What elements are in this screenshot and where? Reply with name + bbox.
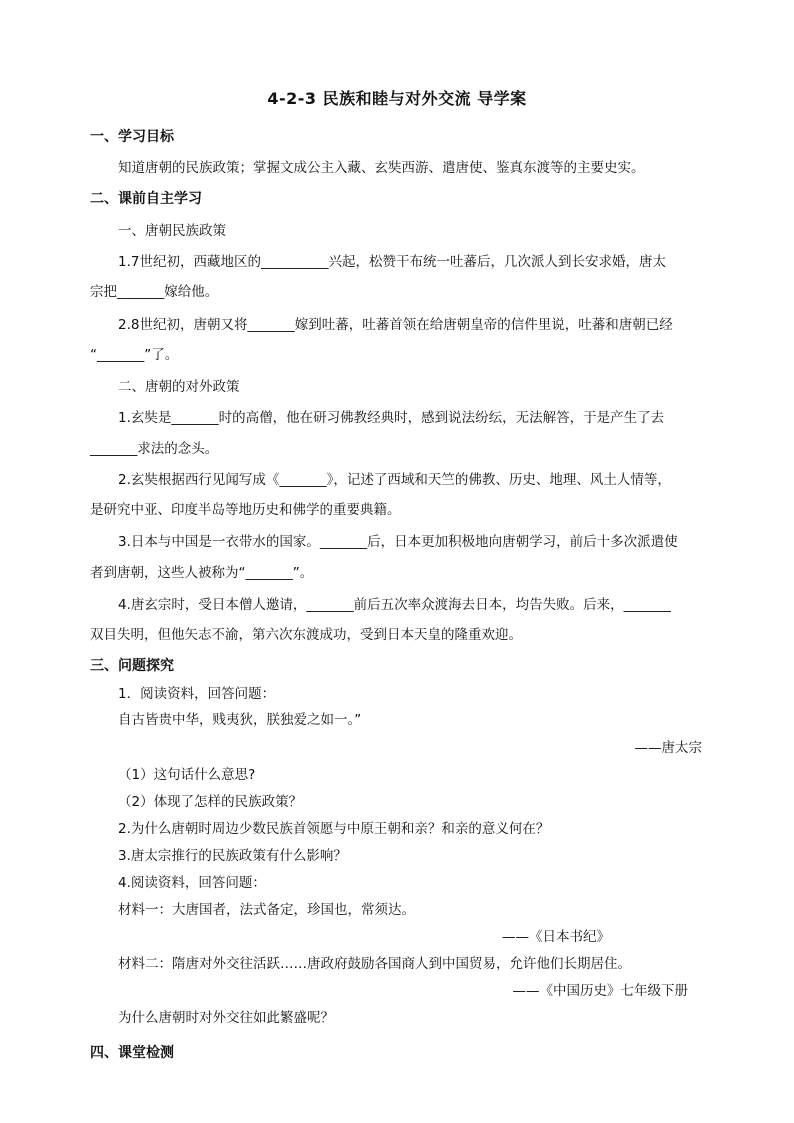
question-5-line-1: 3.日本与中国是一衣带水的国家。_______后，日本更加积极地向唐朝学习，前后十多次派遣使 — [118, 534, 678, 550]
section-2-heading: 二、课前自主学习 — [90, 191, 202, 207]
material-2: 材料二：隋唐对外交往活跃……唐政府鼓励各国商人到中国贸易，允许他们长期居住。 — [118, 956, 631, 972]
material-1: 材料一：大唐国者，法式备定，珍国也，常须达。 — [118, 902, 415, 918]
question-5-line-2: 者到唐朝，这些人被称为“_______”。 — [90, 565, 314, 581]
inquiry-2: 2.为什么唐朝时周边少数民族首领愿与中原王朝和亲？和亲的意义何在？ — [118, 821, 550, 837]
question-3-line-2: _______求法的念头。 — [90, 441, 219, 457]
inquiry-4-question: 为什么唐朝时对外交往如此繁盛呢？ — [118, 1010, 334, 1026]
question-1-line-1: 1.7世纪初，西藏地区的__________兴起，松赞干布统一吐蕃后，几次派人到长安求婚，唐太 — [118, 254, 666, 270]
question-2-line-2: “_______”了。 — [90, 347, 179, 363]
inquiry-1-quote-source: ——唐太宗 — [634, 740, 702, 756]
inquiry-3: 3.唐太宗推行的民族政策有什么影响？ — [118, 848, 347, 864]
section-3-heading: 三、问题探究 — [90, 658, 174, 674]
question-4-line-1: 2.玄奘根据西行见闻写成《_______》，记述了西域和天竺的佛教、历史、地理、风土人情等， — [118, 472, 671, 488]
subsection-ethnic-policy: 一、唐朝民族政策 — [118, 223, 226, 239]
section-4-heading: 四、课堂检测 — [90, 1045, 174, 1061]
subsection-foreign-policy: 二、唐朝的对外政策 — [118, 379, 240, 395]
question-3-line-1: 1.玄奘是_______时的高僧，他在研习佛教经典时，感到说法纷纭，无法解答，于是产生了去 — [118, 410, 665, 426]
inquiry-1-quote: 自古皆贵中华，贱夷狄，朕独爱之如一。” — [118, 712, 362, 728]
inquiry-4-prompt: 4.阅读资料，回答问题： — [118, 875, 266, 891]
inquiry-1-prompt: 1．阅读资料，回答问题： — [118, 686, 276, 702]
learning-goals-text: 知道唐朝的民族政策；掌握文成公主入藏、玄奘西游、遣唐使、鉴真东渡等的主要史实。 — [118, 160, 645, 176]
material-1-source: ——《日本书纪》 — [502, 929, 610, 945]
section-1-heading: 一、学习目标 — [90, 129, 174, 145]
question-2-line-1: 2.8世纪初，唐朝又将_______嫁到吐蕃，吐蕃首领在给唐朝皇帝的信件里说，吐蕃和唐朝已经 — [118, 317, 673, 333]
inquiry-1-sub-2: （2）体现了怎样的民族政策？ — [118, 794, 303, 810]
material-2-source: ——《中国历史》七年级下册 — [512, 983, 688, 999]
question-4-line-2: 是研究中亚、印度半岛等地历史和佛学的重要典籍。 — [90, 502, 401, 518]
inquiry-1-sub-1: （1）这句话什么意思? — [118, 767, 256, 783]
question-6-line-2: 双目失明，但他矢志不渝，第六次东渡成功，受到日本天皇的隆重欢迎。 — [90, 627, 522, 643]
question-1-line-2: 宗把_______嫁给他。 — [90, 284, 219, 300]
question-6-line-1: 4.唐玄宗时，受日本僧人邀请，_______前后五次率众渡海去日本，均告失败。后来，_______ — [118, 597, 671, 613]
page-title: 4-2-3 民族和睦与对外交流 导学案 — [267, 89, 527, 108]
